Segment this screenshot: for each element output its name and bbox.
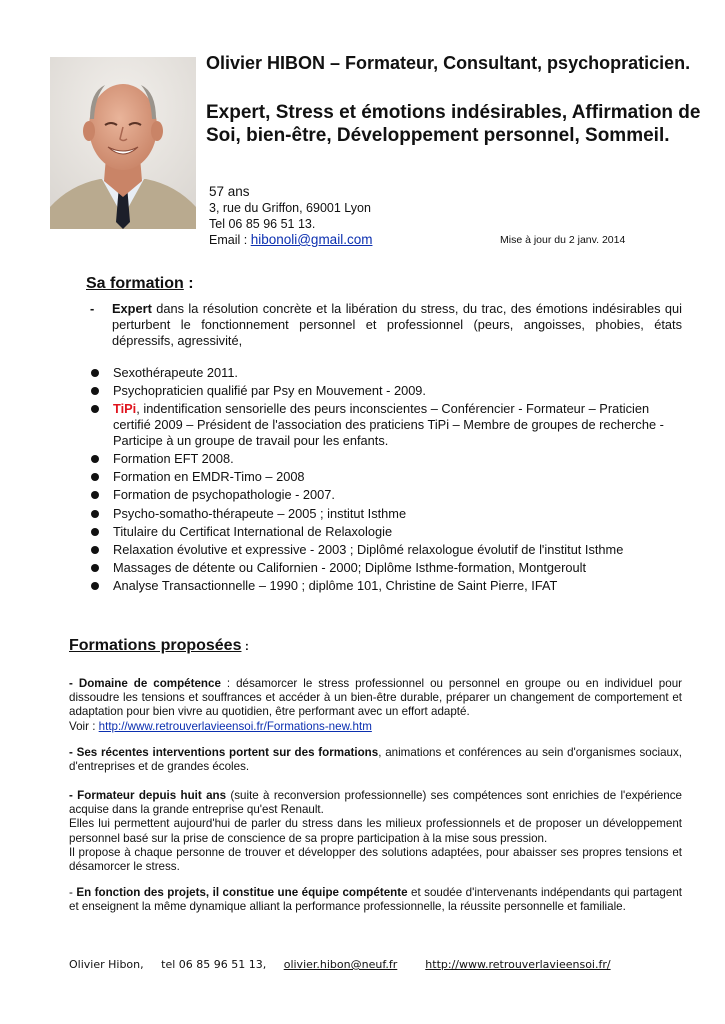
voir-label: Voir :	[69, 719, 99, 733]
formation-list-item	[90, 451, 685, 467]
formation-item-text: Psychopraticien qualifié par Psy en Mouvement - 2009.	[113, 383, 426, 399]
formation-item-text: Titulaire du Certificat International de Relaxologie	[113, 523, 393, 539]
interventions-paragraph	[69, 746, 682, 774]
bullet-icon	[91, 546, 99, 554]
formateur-line2: Elles lui permettent aujourd'hui de parler du stress dans les milieux professionnels et de proposer un développement personnel basé sur la prise de conscience de sa propre participation à la mise sous pression.	[69, 817, 682, 845]
bullet-icon	[91, 473, 99, 481]
formation-list	[90, 365, 685, 596]
bullet-icon	[91, 582, 99, 590]
formations-link[interactable]: http://www.retrouverlavieensoi.fr/Formations-new.htm	[98, 719, 372, 733]
formation-list-item	[90, 487, 685, 503]
formation-item-text: Formation en EMDR-Timo – 2008	[113, 469, 305, 485]
bullet-icon	[91, 564, 99, 572]
section-heading-formation-colon: :	[183, 275, 194, 292]
bullet-icon	[91, 455, 99, 463]
formation-item-text: , indentification sensorielle des peurs inconscientes – Conférencier - Formateur – Praticien certifié 2009 – Président de l'association des praticiens TiPi – Membre de groupes de recherche - Participe à un groupe de travail pour les enfants.	[113, 401, 664, 449]
competence-bold: - Domaine de compétence	[69, 677, 221, 690]
section-heading-formation	[86, 275, 194, 293]
competence-paragraph	[69, 677, 682, 734]
projets-paragraph	[69, 886, 682, 914]
address: 3, rue du Griffon, 69001 Lyon	[209, 201, 371, 215]
formateur-paragraph	[69, 789, 682, 874]
footer-email-link[interactable]: olivier.hibon@neuf.fr	[283, 958, 398, 971]
section-heading-formation-label: Sa formation	[86, 275, 184, 292]
section-heading-propositions	[69, 637, 249, 655]
bullet-icon	[91, 528, 99, 536]
expert-text: dans la résolution concrète et la libération du stress, du trac, des émotions indésirables qui perturbent le fonctionnement personnel et professionnel (peurs, angoisses, phobies, états dépressifs, agressivité,	[112, 301, 682, 348]
expert-bold: Expert	[112, 301, 152, 316]
email-link[interactable]: hibonoli@gmail.com	[250, 232, 373, 247]
contact-block	[209, 184, 372, 248]
formateur-bold: - Formateur depuis huit ans	[69, 789, 227, 802]
formation-item-text: Massages de détente ou Californien - 2000; Diplôme Isthme-formation, Montgeroult	[113, 559, 587, 575]
tipi-highlight: TiPi	[113, 401, 137, 417]
expert-paragraph	[90, 301, 682, 349]
formation-list-item	[90, 469, 685, 485]
formation-list-item	[90, 401, 685, 449]
formation-item-text: Formation EFT 2008.	[113, 451, 234, 467]
interventions-bold: - Ses récentes interventions portent sur des formations	[69, 746, 379, 759]
formation-item-text: Relaxation évolutive et expressive - 2003 ; Diplômé relaxologue évolutif de l'institut Isthme	[113, 541, 624, 557]
competence-text: : désamorcer le stress professionnel ou personnel en groupe ou en individuel pour dissoudre les tensions et souffrances et accéder à un bien-être durable, préparer un changement de comportement et adaptation pour bien vivre au quotidien, être performant avec un effort adapté.	[69, 677, 682, 719]
portrait-photo	[50, 57, 196, 229]
expert-text-block	[112, 301, 682, 349]
formation-item-text: Psycho-somatho-thérapeute – 2005 ; institut Isthme	[113, 505, 407, 521]
projets-bold: En fonction des projets, il constitue une équipe compétente	[76, 886, 408, 899]
bullet-icon	[91, 510, 99, 518]
expert-dash: -	[90, 301, 95, 316]
bullet-icon	[91, 387, 99, 395]
footer-website-link[interactable]: http://www.retrouverlavieensoi.fr/	[425, 958, 611, 971]
formation-list-item	[90, 560, 685, 576]
bullet-icon	[91, 369, 99, 377]
update-date: Mise à jour du 2 janv. 2014	[500, 234, 626, 246]
formation-item-text: Formation de psychopathologie - 2007.	[113, 487, 335, 503]
formation-list-item	[90, 578, 685, 594]
footer-name: Olivier Hibon,	[69, 958, 144, 971]
formation-list-item	[90, 542, 685, 558]
formation-list-item	[90, 524, 685, 540]
formateur-text: (suite à reconversion professionnelle) ses compétences sont enrichies de l'expérience acquise dans la grande entreprise qu'est Renault.	[69, 789, 682, 817]
section-heading-propositions-label: Formations proposées	[69, 637, 242, 654]
age: 57 ans	[209, 184, 250, 199]
bullet-icon	[91, 405, 99, 413]
projets-dash: -	[69, 886, 77, 899]
formation-item-text: Sexothérapeute 2011.	[113, 365, 238, 380]
footer-tel: tel 06 85 96 51 13,	[161, 958, 267, 971]
projets-text: et soudée d'intervenants indépendants qui partagent et enseignent la même dynamique alliant la performance professionnelle, la réussite personnelle et familiale.	[69, 886, 682, 914]
page-subtitle: Expert, Stress et émotions indésirables, Affirmation de Soi, bien-être, Développement personnel, Sommeil.	[206, 102, 701, 146]
formateur-line3: Il propose à chaque personne de trouver et développer des solutions adaptées, pour abaisser ses propres tensions et désamorcer le stress.	[69, 845, 682, 874]
page-footer	[69, 958, 611, 971]
page-title: Olivier HIBON – Formateur, Consultant, psychopraticien.	[206, 53, 691, 73]
formation-item-text: Analyse Transactionnelle – 1990 ; diplôme 101, Christine de Saint Pierre, IFAT	[113, 577, 558, 593]
formation-list-item	[90, 365, 685, 381]
section-heading-propositions-colon: :	[241, 639, 249, 653]
bullet-icon	[91, 491, 99, 499]
formation-list-item	[90, 506, 685, 522]
email-label: Email :	[209, 233, 248, 247]
formation-list-item	[90, 383, 685, 399]
phone: Tel 06 85 96 51 13.	[209, 217, 316, 231]
interventions-text: , animations et conférences au sein d'organismes sociaux, d'entreprises et de grandes écoles.	[69, 746, 682, 774]
